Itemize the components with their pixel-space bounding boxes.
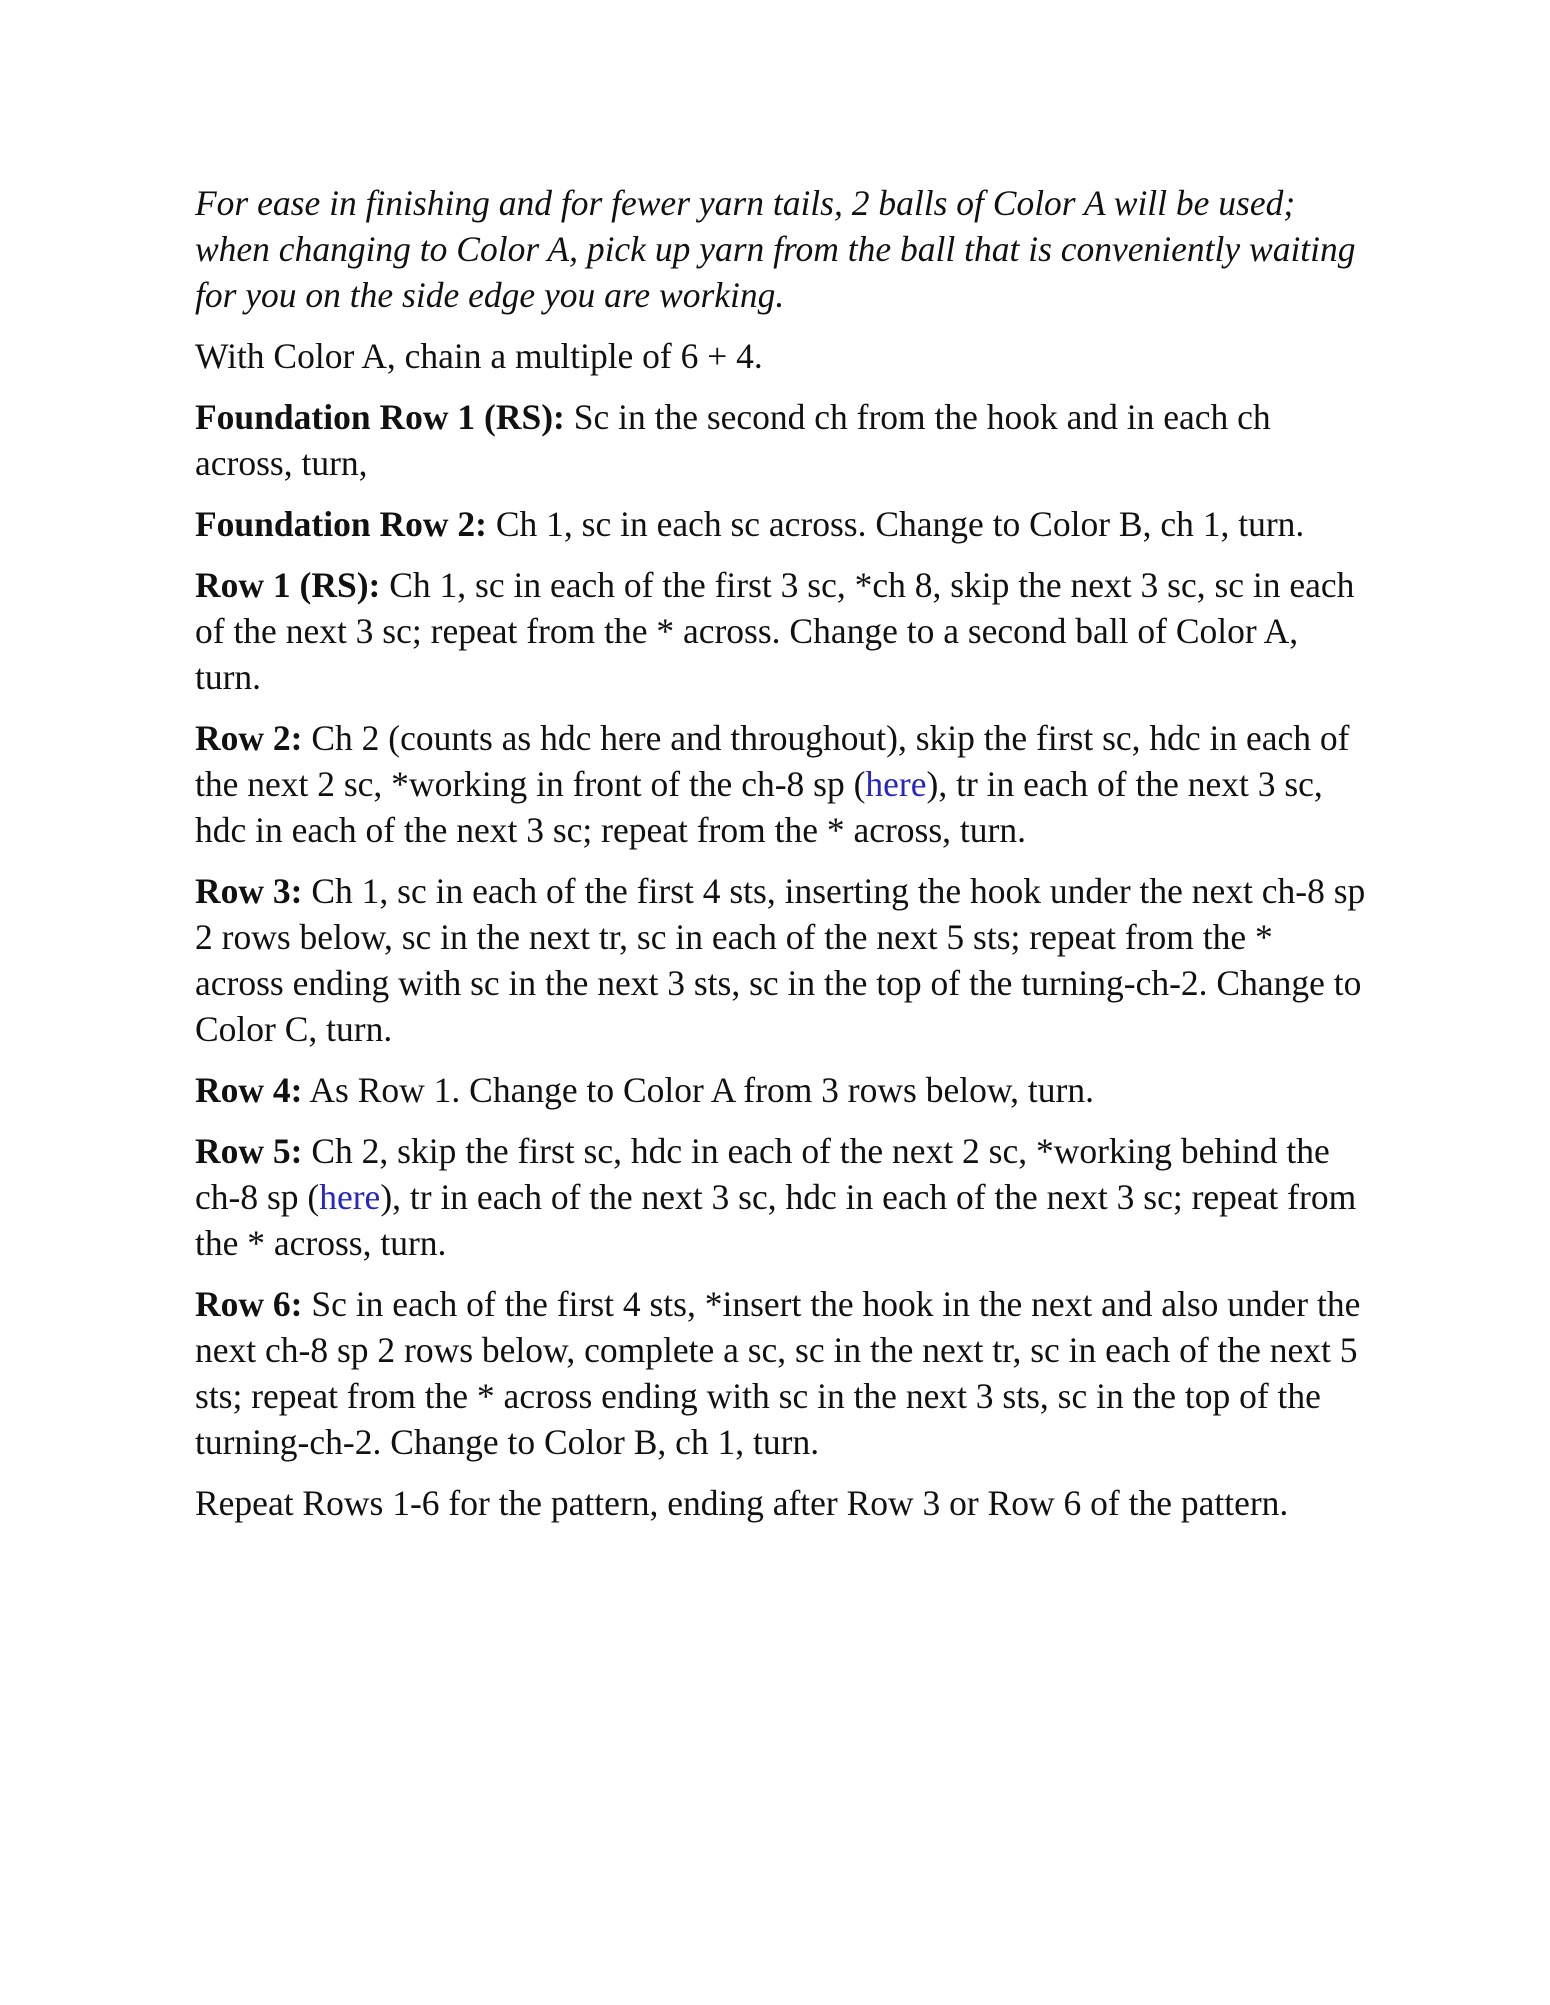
row-1-text: Ch 1, sc in each of the first 3 sc, *ch 8, skip the next 3 sc, sc in each of the next 3 sc; repeat from the * across. Change to a second ball of Color A, turn.	[195, 565, 1355, 697]
row-2	[195, 715, 1370, 853]
foundation-row-2-label: Foundation Row 2:	[195, 504, 487, 544]
foundation-row-2	[195, 501, 1370, 547]
row-3-label: Row 3:	[195, 871, 303, 911]
row-6-text: Sc in each of the first 4 sts, *insert the hook in the next and also under the next ch-8 sp 2 rows below, complete a sc, sc in the next tr, sc in each of the next 5 sts; repeat from the * across ending with sc in the next 3 sts, sc in the top of the turning-ch-2. Change to Color B, ch 1, turn.	[195, 1284, 1361, 1462]
foundation-row-1-text: Sc in the second ch from the hook and in each ch across, turn,	[195, 397, 1271, 483]
row-4-label: Row 4:	[195, 1070, 303, 1110]
row-4-text: As Row 1. Change to Color A from 3 rows below, turn.	[302, 1070, 1094, 1110]
foundation-row-2-text: Ch 1, sc in each sc across. Change to Color B, ch 1, turn.	[486, 504, 1305, 544]
row-2-text-after: ), tr in each of the next 3 sc, hdc in each of the next 3 sc; repeat from the * across, turn.	[195, 764, 1323, 850]
row-2-here-link[interactable]: here	[865, 764, 927, 804]
row-3-text: Ch 1, sc in each of the first 4 sts, inserting the hook under the next ch-8 sp 2 rows below, sc in the next tr, sc in each of the next 5 sts; repeat from the * across ending with sc in the next 3 sts, sc in the top of the turning-ch-2. Change to Color C, turn.	[195, 871, 1366, 1049]
row-5-label: Row 5:	[195, 1131, 303, 1171]
row-5-here-link[interactable]: here	[319, 1177, 381, 1217]
chain-instruction: With Color A, chain a multiple of 6 + 4.	[195, 336, 763, 376]
row-4	[195, 1067, 1370, 1113]
row-6	[195, 1281, 1370, 1465]
row-1	[195, 562, 1370, 700]
row-5-text-before: Ch 2, skip the first sc, hdc in each of the next 2 sc, *working behind the ch-8 sp (	[195, 1131, 1330, 1217]
row-5-text-after: ), tr in each of the next 3 sc, hdc in each of the next 3 sc; repeat from the * across, turn.	[195, 1177, 1357, 1263]
pattern-instructions	[195, 180, 1370, 1541]
row-6-label: Row 6:	[195, 1284, 303, 1324]
row-1-label: Row 1 (RS):	[195, 565, 381, 605]
closing-instruction: Repeat Rows 1-6 for the pattern, ending after Row 3 or Row 6 of the pattern.	[195, 1483, 1289, 1523]
row-3	[195, 868, 1370, 1052]
row-5	[195, 1128, 1370, 1266]
foundation-row-1	[195, 394, 1370, 486]
row-2-text-before: Ch 2 (counts as hdc here and throughout), skip the first sc, hdc in each of the next 2 sc, *working in front of the ch-8 sp (	[195, 718, 1350, 804]
row-2-label: Row 2:	[195, 718, 303, 758]
intro-note: For ease in finishing and for fewer yarn tails, 2 balls of Color A will be used; when changing to Color A, pick up yarn from the ball that is conveniently waiting for you on the side edge you are working.	[195, 183, 1356, 315]
foundation-row-1-label: Foundation Row 1 (RS):	[195, 397, 565, 437]
